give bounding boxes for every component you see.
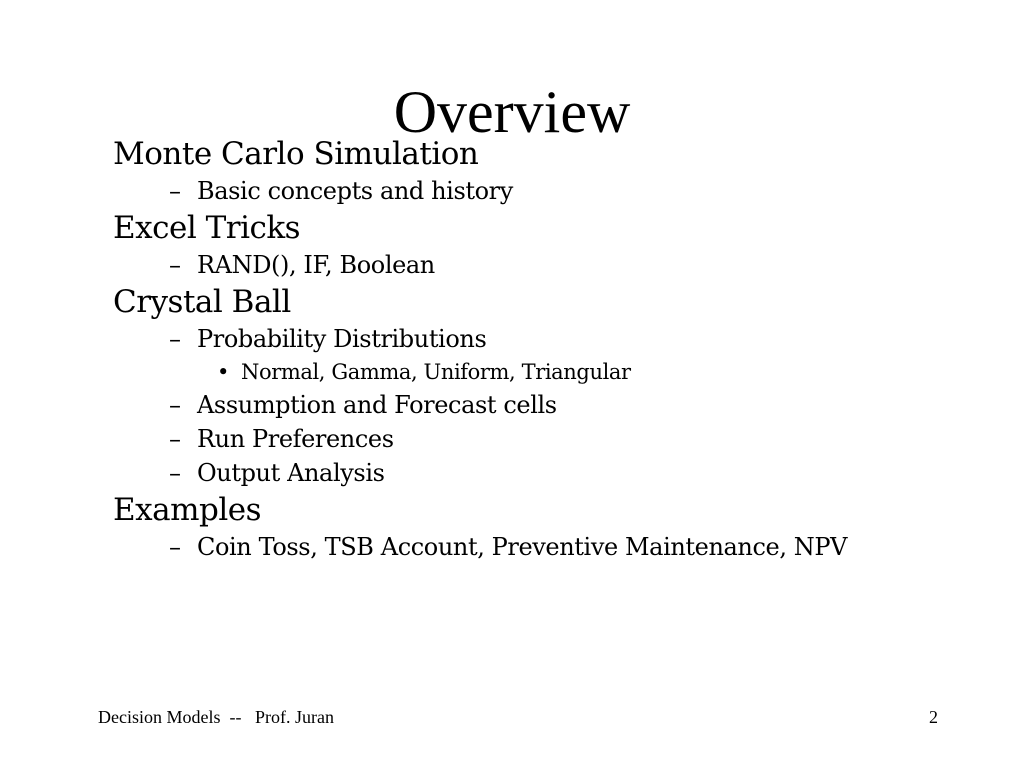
dash-bullet: –: [169, 533, 181, 561]
outline-subitem-example-list: [113, 530, 993, 564]
dash-bullet: –: [169, 459, 181, 487]
outline-item-text: Assumption and Forecast cells: [197, 391, 557, 419]
slide-title: Overview: [393, 79, 631, 146]
outline-subitem-rand-if-boolean: [113, 248, 993, 282]
dot-bullet: •: [217, 360, 229, 384]
outline-item-text: Crystal Ball: [113, 284, 291, 320]
outline-subsubitem-distribution-types: [113, 356, 993, 388]
dash-bullet: –: [169, 425, 181, 453]
dash-bullet: –: [169, 177, 181, 205]
outline-item-text: Probability Distributions: [197, 325, 487, 353]
outline-item-text: Normal, Gamma, Uniform, Triangular: [241, 360, 631, 384]
outline-subitem-run-preferences: [113, 422, 993, 456]
outline-item-text: Output Analysis: [197, 459, 385, 487]
page-number: 2: [929, 707, 938, 727]
outline-item-text: Coin Toss, TSB Account, Preventive Maintenance, NPV: [197, 533, 848, 561]
outline-subitem-assumption-forecast: [113, 388, 993, 422]
outline-item-excel-tricks: [113, 208, 993, 248]
dash-bullet: –: [169, 391, 181, 419]
outline-item-text: Monte Carlo Simulation: [113, 136, 479, 172]
outline-item-crystal-ball: [113, 282, 993, 322]
outline-item-text: Basic concepts and history: [197, 177, 513, 205]
outline-item-text: RAND(), IF, Boolean: [197, 251, 435, 279]
outline-item-text: Run Preferences: [197, 425, 394, 453]
outline-item-text: Examples: [113, 492, 262, 528]
footer-course-label: Decision Models -- Prof. Juran: [98, 707, 334, 727]
dash-bullet: –: [169, 325, 181, 353]
outline-list: [113, 134, 993, 564]
dash-bullet: –: [169, 251, 181, 279]
outline-item-examples: [113, 490, 993, 530]
outline-item-text: Excel Tricks: [113, 210, 301, 246]
outline-item-monte-carlo: [113, 134, 993, 174]
outline-subitem-probability-distributions: [113, 322, 993, 356]
outline-subitem-output-analysis: [113, 456, 993, 490]
outline-subitem-basic-concepts: [113, 174, 993, 208]
